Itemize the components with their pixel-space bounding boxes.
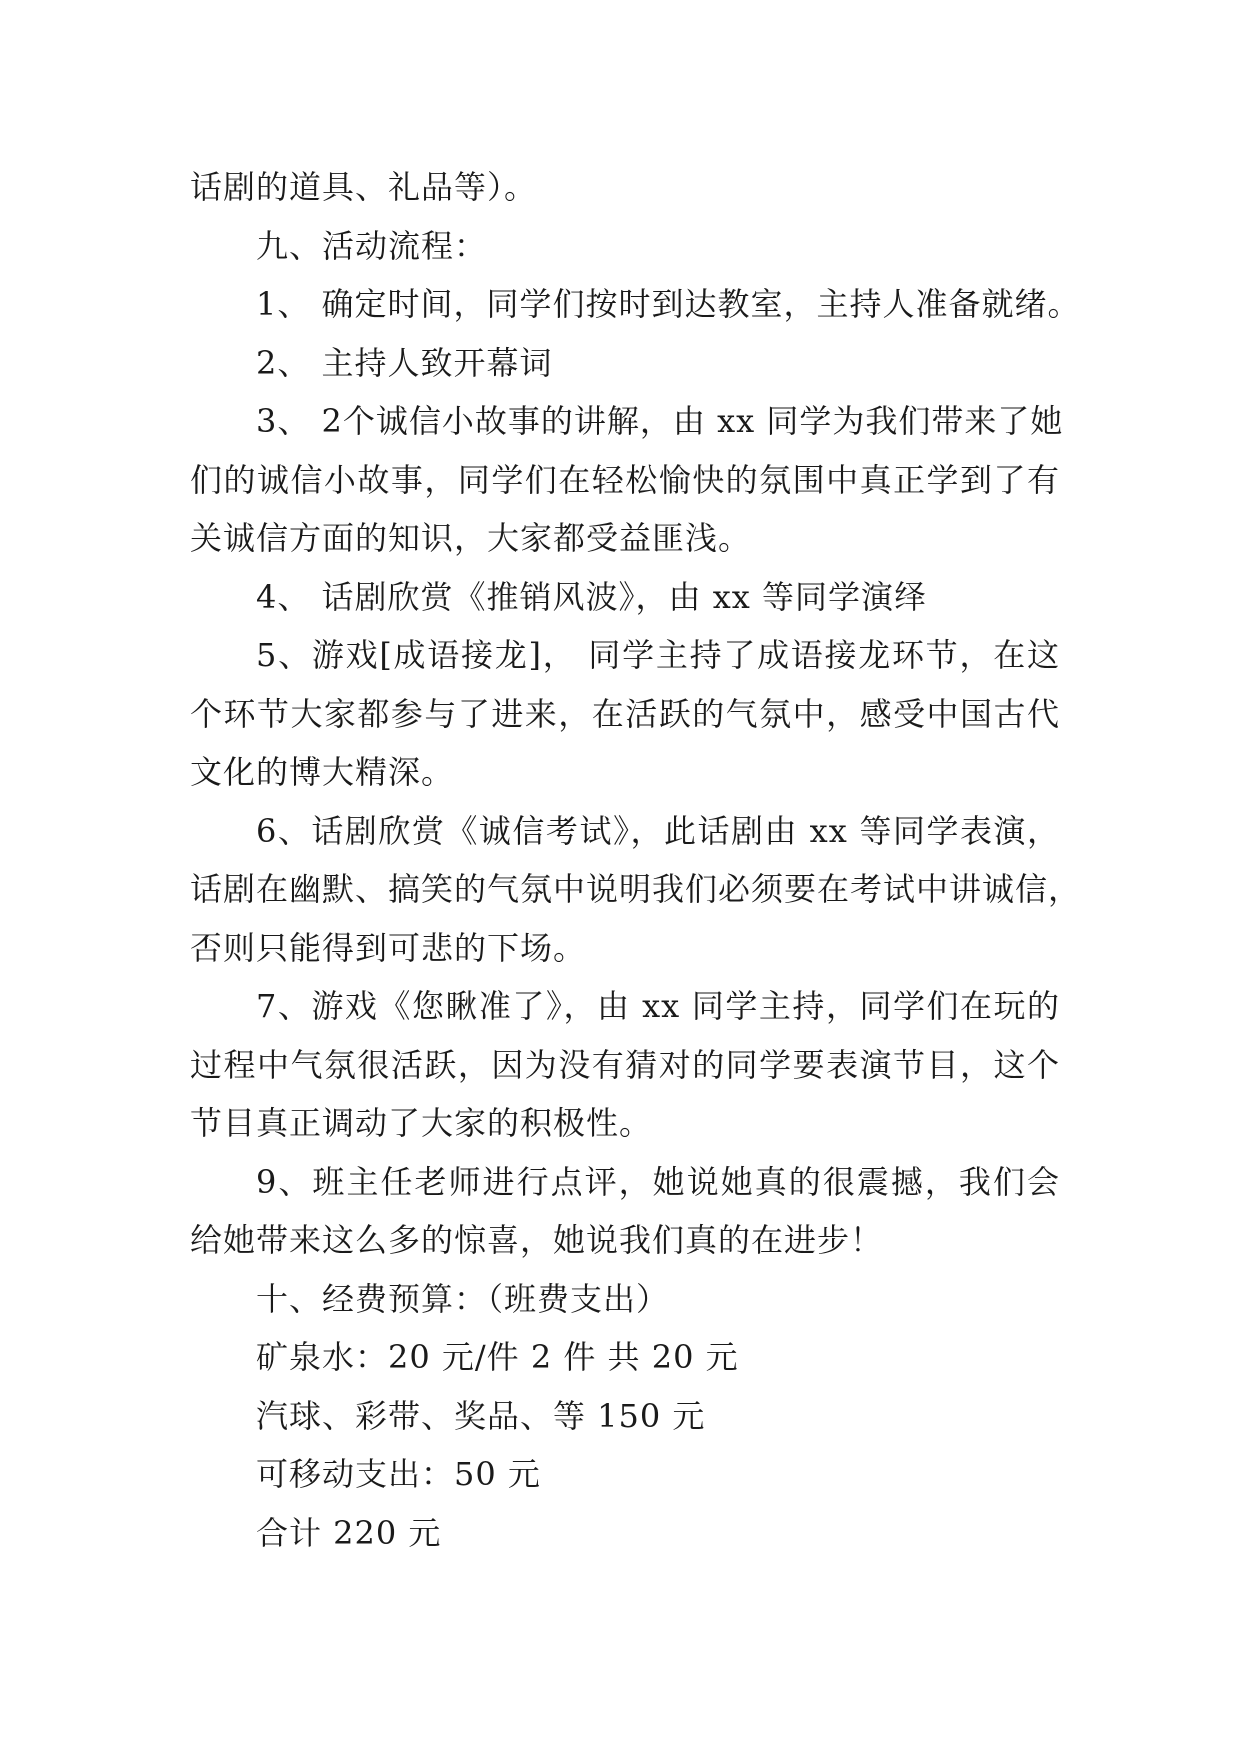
- text-line: 5、游戏[成语接龙]， 同学主持了成语接龙环节，在这: [256, 636, 1060, 674]
- text-line: 否则只能得到可悲的下场。: [190, 928, 587, 967]
- text-line: 关诚信方面的知识，大家都受益匪浅。: [190, 519, 752, 557]
- text-line: 矿泉水：20 元/件 2 件 共 20 元: [256, 1338, 739, 1376]
- text-line: 合计 220 元: [256, 1513, 442, 1552]
- text-line: 7、游戏《您瞅准了》，由 xx 同学主持，同学们在玩的: [256, 987, 1060, 1025]
- document-body: [190, 158, 1082, 1562]
- text-line: 话剧在幽默、搞笑的气氛中说明我们必须要在考试中讲诚信，: [190, 870, 1082, 908]
- text-line: 3、 2个诚信小故事的讲解，由 xx 同学为我们带来了她: [256, 402, 1064, 440]
- text-line: 节目真正调动了大家的积极性。: [190, 1104, 653, 1142]
- text-line: 1、 确定时间，同学们按时到达教室，主持人准备就绪。: [256, 285, 1081, 323]
- text-line: 4、 话剧欣赏《推销风波》，由 xx 等同学演绎: [256, 577, 927, 616]
- text-line: 九、活动流程：: [256, 226, 488, 265]
- text-line: 个环节大家都参与了进来，在活跃的气氛中，感受中国古代: [190, 694, 1060, 733]
- text-line: 文化的博大精深。: [190, 753, 455, 791]
- text-line: 十、经费预算：（班费支出）: [256, 1279, 670, 1318]
- text-line: 过程中气氛很活跃，因为没有猜对的同学要表演节目，这个: [190, 1045, 1060, 1084]
- text-line: 给她带来这么多的惊喜，她说我们真的在进步！: [190, 1221, 884, 1259]
- text-line: 话剧的道具、礼品等）。: [190, 168, 538, 206]
- text-line: 2、 主持人致开幕词: [256, 343, 553, 382]
- text-line: 可移动支出：50 元: [256, 1455, 541, 1493]
- text-line: 6、话剧欣赏《诚信考试》，此话剧由 xx 等同学表演，: [256, 811, 1060, 850]
- text-line: 9、班主任老师进行点评，她说她真的很震撼，我们会: [256, 1162, 1060, 1201]
- text-line: 们的诚信小故事，同学们在轻松愉快的氛围中真正学到了有: [190, 460, 1060, 499]
- text-line: 汽球、彩带、奖品、等 150 元: [256, 1396, 706, 1435]
